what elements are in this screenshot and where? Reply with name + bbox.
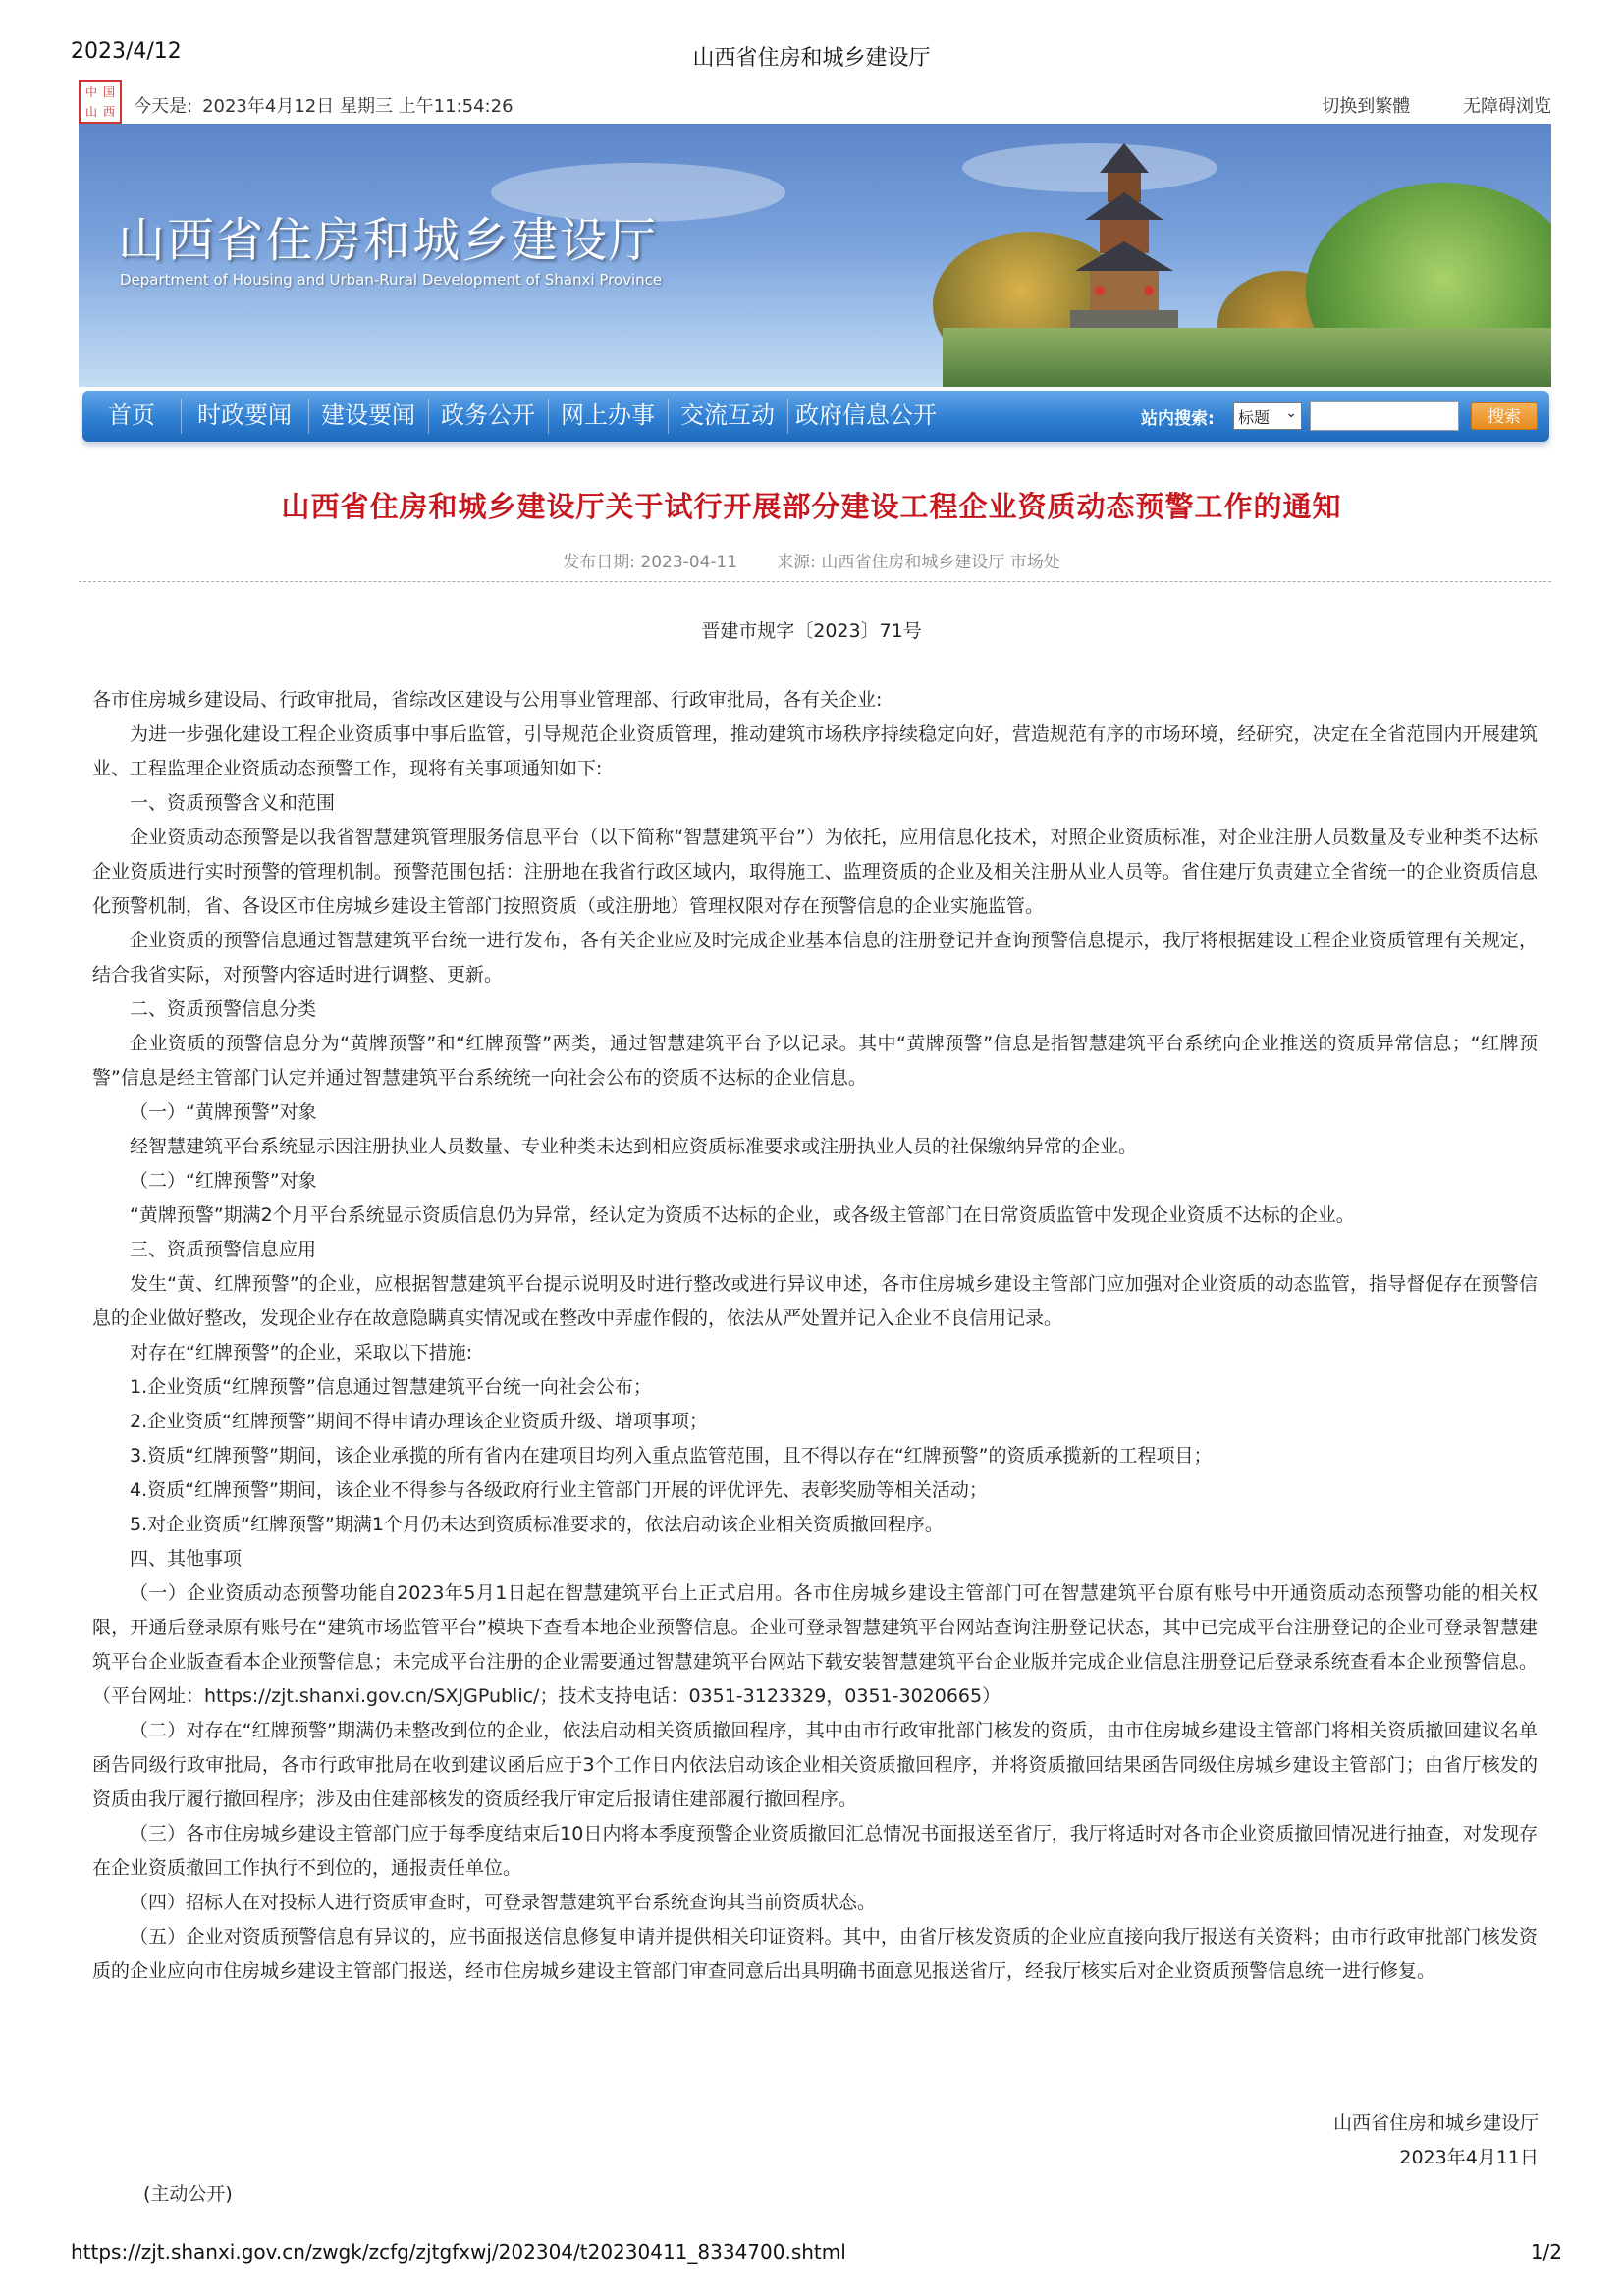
article-body <box>92 683 1538 1989</box>
list-item: 3.资质“红牌预警”期间，该企业承揽的所有省内在建项目均列入重点监管范围，且不得以存在“红牌预警”的资质承揽新的工程项目； <box>130 1445 1213 1467</box>
print-footer-url: https://zjt.shanxi.gov.cn/zwgk/zcfg/zjtgfxwj/202304/t20230411_8334700.shtml <box>71 2240 846 2264</box>
print-page-number: 1/2 <box>1530 2240 1562 2264</box>
nav-item-interaction[interactable]: 交流互动 <box>680 401 775 429</box>
paragraph: （四）招标人在对投标人进行资质审查时，可登录智慧建筑平台系统查询其当前资质状态。 <box>130 1892 877 1913</box>
paragraph: 发生“黄、红牌预警”的企业，应根据智慧建筑平台提示说明及时进行整改或进行异议申述，各市住房城乡建设主管部门应加强对企业资质的动态监管，指导督促存在预警信息的企业做好整改，发现企业存在故意隐瞒真实情况或在整改中弄虚作假的，依法从严处置并记入企业不良信用记录。 <box>92 1273 1538 1329</box>
section-heading: 一、资质预警含义和范围 <box>130 792 336 814</box>
paragraph: （二）对存在“红牌预警”期满仍未整改到位的企业，依法启动相关资质撤回程序，其中由市行政审批部门核发的资质，由市住房城乡建设主管部门将相关资质撤回建议名单函告同级行政审批局，各市行政审批局在收到建议函后应于3个工作日内依法启动该企业相关资质撤回程序，并将资质撤回结果函告同级住房城乡建设主管部门；由省厅核发的资质由我厅履行撤回程序；涉及由住建部核发的资质经我厅审定后报请住建部履行撤回程序。 <box>92 1720 1538 1810</box>
nav-item-construction-news[interactable]: 建设要闻 <box>321 401 415 429</box>
paragraph: （三）各市住房城乡建设主管部门应于每季度结束后10日内将本季度预警企业资质撤回汇总情况书面报送至省厅，我厅将适时对各市企业资质撤回情况进行抽查，对发现存在企业资质撤回工作执行不到位的，通报责任单位。 <box>92 1823 1538 1879</box>
paragraph: “黄牌预警”期满2个月平台系统显示资质信息仍为异常，经认定为资质不达标的企业，或各级主管部门在日常资质监管中发现企业资质不达标的企业。 <box>130 1204 1355 1226</box>
nav-item-online-service[interactable]: 网上办事 <box>561 401 655 429</box>
publish-date: 发布日期: 2023-04-11 <box>563 553 738 572</box>
search-label: 站内搜索: <box>1141 409 1215 429</box>
paragraph: 经智慧建筑平台系统显示因注册执业人员数量、专业种类未达到相应资质标准要求或注册执业人员的社保缴纳异常的企业。 <box>130 1136 1138 1157</box>
nav-item-gov-affairs[interactable]: 政务公开 <box>441 401 535 429</box>
today-value: 2023年4月12日 星期三 上午11:54:26 <box>202 96 514 117</box>
paragraph: 为进一步强化建设工程企业资质事中事后监管，引导规范企业资质管理，推动建筑市场秩序持续稳定向好，营造规范有序的市场环境，经研究，决定在全省范围内开展建筑业、工程监理企业资质动态预警工作，现将有关事项通知如下: <box>92 723 1538 779</box>
site-banner <box>79 124 1551 387</box>
today-display <box>134 92 514 118</box>
divider <box>79 581 1551 582</box>
list-item: 4.资质“红牌预警”期间，该企业不得参与各级政府行业主管部门开展的评优评先、表彰奖励等相关活动； <box>130 1479 988 1501</box>
section-heading: 三、资质预警信息应用 <box>130 1239 317 1260</box>
article-meta <box>0 548 1623 572</box>
emblem-logo: 中 国 山 西 <box>79 80 122 124</box>
signature-date: 2023年4月11日 <box>1399 2147 1539 2168</box>
today-label: 今天是: <box>134 96 193 117</box>
print-date: 2023/4/12 <box>71 39 182 64</box>
document-number: 晋建市规字〔2023〕71号 <box>701 620 922 642</box>
paragraph: 各市住房城乡建设局、行政审批局，省综改区建设与公用事业管理部、行政审批局，各有关企业: <box>92 689 883 711</box>
signature-org: 山西省住房和城乡建设厅 <box>1332 2112 1539 2134</box>
sub-heading: （二）“红牌预警”对象 <box>130 1170 317 1192</box>
switch-traditional-link[interactable]: 切换到繁體 <box>1322 96 1411 117</box>
section-heading: 四、其他事项 <box>130 1548 243 1570</box>
accessible-browse-link[interactable]: 无障碍浏览 <box>1463 96 1551 117</box>
list-item: 2.企业资质“红牌预警”期间不得申请办理该企业资质升级、增项事项； <box>130 1411 708 1432</box>
nav-item-info-disclosure[interactable]: 政府信息公开 <box>795 401 937 429</box>
banner-title: 山西省住房和城乡建设厅 <box>118 213 659 268</box>
nav-item-home[interactable]: 首页 <box>108 401 155 429</box>
main-nav <box>82 391 1549 442</box>
paragraph: 企业资质动态预警是以我省智慧建筑管理服务信息平台（以下简称“智慧建筑平台”）为依托，应用信息化技术，对照企业资质标准，对企业注册人员数量及专业种类不达标企业资质进行实时预警的管理机制。预警范围包括：注册地在我省行政区域内，取得施工、监理资质的企业及相关注册从业人员等。省住建厅负责建立全省统一的企业资质信息化预警机制，省、各设区市住房城乡建设主管部门按照资质（或注册地）管理权限对存在预警信息的企业实施监管。 <box>92 827 1538 917</box>
sub-heading: （一）“黄牌预警”对象 <box>130 1101 317 1123</box>
list-item: 1.企业资质“红牌预警”信息通过智慧建筑平台统一向社会公布； <box>130 1376 652 1398</box>
print-page-title: 山西省住房和城乡建设厅 <box>692 46 931 71</box>
search-button[interactable]: 搜索 <box>1471 402 1538 430</box>
paragraph: （五）企业对资质预警信息有异议的，应书面报送信息修复申请并提供相关印证资料。其中，由省厅核发资质的企业应直接向我厅报送有关资料；由市行政审批部门核发资质的企业应向市住房城乡建设主管部门报送，经市住房城乡建设主管部门审查同意后出具明确书面意见报送省厅，经我厅核实后对企业资质预警信息统一进行修复。 <box>92 1926 1538 1982</box>
banner-subtitle: Department of Housing and Urban-Rural Development of Shanxi Province <box>120 271 663 289</box>
search-input[interactable] <box>1310 401 1459 431</box>
chevron-down-icon: ⌄ <box>1285 405 1297 421</box>
search-scope-select[interactable]: 标题 ⌄ <box>1233 402 1302 430</box>
paragraph: （一）企业资质动态预警功能自2023年5月1日起在智慧建筑平台上正式启用。各市住房城乡建设主管部门可在智慧建筑平台原有账号中开通资质动态预警功能的相关权限，开通后登录原有账号在“建筑市场监管平台”模块下查看本地企业预警信息。企业可登录智慧建筑平台网站查询注册登记状态，其中已完成平台注册登记的企业可登录智慧建筑平台企业版查看本企业预警信息；未完成平台注册的企业需要通过智慧建筑平台网站下载安装智慧建筑平台企业版并完成企业信息注册登记后登录系统查看本企业预警信息。（平台网址：https://zjt.shanxi.gov.cn/SXJGPublic/；技术支持电话：0351-3123329，0351-3020665） <box>92 1582 1538 1707</box>
article-source: 来源: 山西省住房和城乡建设厅 市场处 <box>777 553 1060 572</box>
top-links <box>1274 92 1551 118</box>
article-title: 山西省住房和城乡建设厅关于试行开展部分建设工程企业资质动态预警工作的通知 <box>281 490 1342 523</box>
disclosure-note: (主动公开) <box>143 2183 233 2205</box>
section-heading: 二、资质预警信息分类 <box>130 998 317 1020</box>
paragraph: 企业资质的预警信息通过智慧建筑平台统一进行发布，各有关企业应及时完成企业基本信息的注册登记并查询预警信息提示，我厅将根据建设工程企业资质管理有关规定，结合我省实际，对预警内容适时进行调整、更新。 <box>92 930 1538 986</box>
top-bar <box>79 80 1551 124</box>
paragraph: 企业资质的预警信息分为“黄牌预警”和“红牌预警”两类，通过智慧建筑平台予以记录。其中“黄牌预警”信息是指智慧建筑平台系统向企业推送的资质异常信息；“红牌预警”信息是经主管部门认定并通过智慧建筑平台系统统一向社会公布的资质不达标的企业信息。 <box>92 1033 1538 1089</box>
list-item: 5.对企业资质“红牌预警”期满1个月仍未达到资质标准要求的，依法启动该企业相关资质撤回程序。 <box>130 1514 944 1535</box>
nav-item-news[interactable]: 时政要闻 <box>197 401 292 429</box>
paragraph: 对存在“红牌预警”的企业，采取以下措施: <box>130 1342 473 1363</box>
